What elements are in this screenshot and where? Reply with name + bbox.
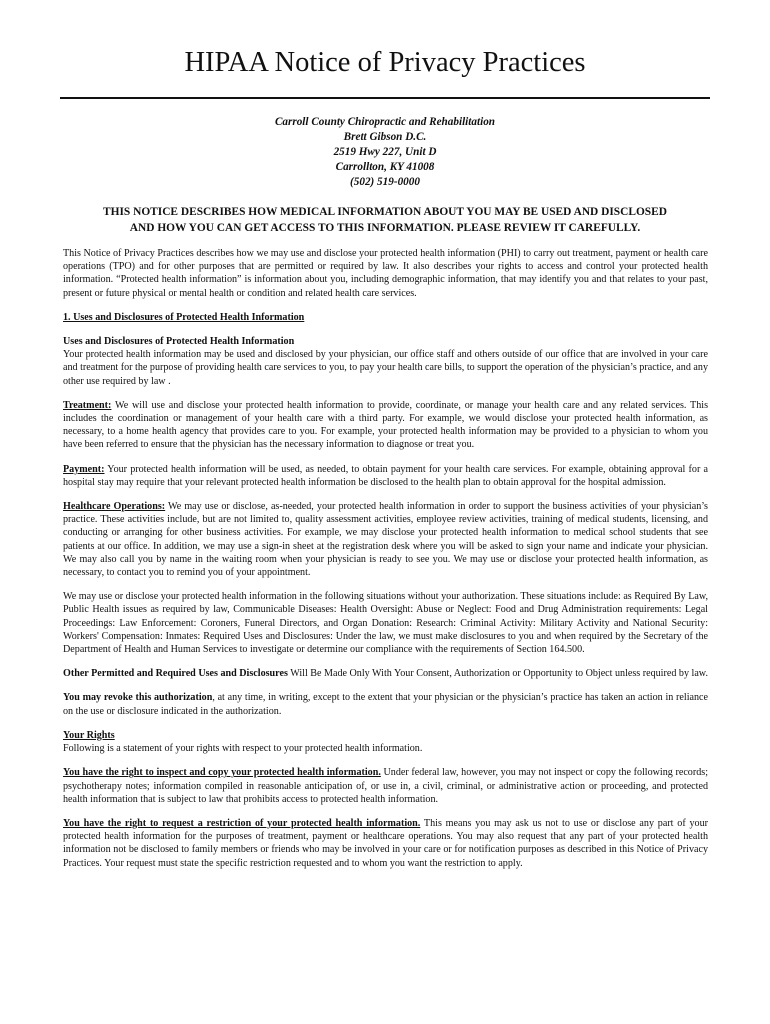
payment-label: Payment: bbox=[63, 463, 105, 475]
title-rule bbox=[60, 97, 710, 99]
rights-text: Following is a statement of your rights with respect to your protected health information. bbox=[63, 743, 423, 755]
operations-text: We may use or disclose, as-needed, your protected health information in order to support the business activities of your physician’s practice. These activities include, but are not limited to, quality assessment activities, employee review activities, training of medical students, licensing, and conducting or arranging for other business activities. For example, we may disclose your protected health information to medical school students that see patients at our office. In addition, we may use a sign-in sheet at the registration desk where you will be asked to sign your name and indicate your physician. We may also call you by name in the waiting room when your physician is ready to see you. We may use or disclose your protected health information, as necessary, to contact you to remind you of your appointment. bbox=[63, 501, 708, 579]
revoke-text: , at any time, in writing, except to the extent that your physician or the physician’s practice has taken an action in reliance on the use or disclosure indicated in the authorization. bbox=[63, 692, 708, 717]
uses-text: Your protected health information may be used and disclosed by your physician, our office staff and others outside of our office that are involved in your care and treatment for the purpose of providing health care services to you, to pay your health care bills, to support the operation of the physician’s practice, and any other use required by law . bbox=[63, 349, 708, 387]
city-state-zip: Carrollton, KY 41008 bbox=[335, 161, 435, 173]
other-uses-paragraph bbox=[63, 667, 708, 680]
document-body bbox=[63, 247, 708, 881]
practice-info bbox=[60, 115, 710, 190]
rights-paragraph bbox=[63, 729, 708, 755]
phone-number: (502) 519-0000 bbox=[350, 176, 420, 188]
doctor-name: Brett Gibson D.C. bbox=[343, 131, 427, 143]
restrict-text: This means you may ask us not to use or disclose any part of your protected health information for the purposes of treatment, payment or healthcare operations. You may also request that any part of your protected health information not be disclosed to family members or friends who may be involved in your care or for notification purposes as described in this Notice of Privacy Practices. Your request must state the specific restriction requested and to whom you want the restriction to apply. bbox=[63, 817, 708, 869]
without-authorization-paragraph: We may use or disclose your protected health information in the following situations without your authorization. These situations include: as Required By Law, Public Health issues as required by law, Communicable Diseases: Health Oversight: Abuse or Neglect: Food and Drug Administration requirements: Legal Proceedings: Law Enforcement: Coroners, Funeral Directors, and Organ Donation: Research: Criminal Activity: Military Activity and National Security: Workers' Compensation: Inmates: Required Uses and Disclosures: Under the law, we must make disclosures to you and when required by the Secretary of the Department of Health and Human Services to investigate or determine our compliance with the requirements of Section 164.500. bbox=[63, 591, 708, 656]
restrict-paragraph bbox=[63, 817, 708, 870]
other-uses-label: Other Permitted and Required Uses and Disclosures bbox=[63, 668, 288, 680]
payment-text: Your protected health information will be used, as needed, to obtain payment for your health care services. For example, obtaining approval for a hospital stay may require that your relevant protected health information be disclosed to the health plan to obtain approval for the hospital admission. bbox=[63, 463, 708, 488]
revoke-paragraph bbox=[63, 691, 708, 717]
inspect-text: Under federal law, however, you may not inspect or copy the following records; psychotherapy notes; information compiled in reasonable anticipation of, or use in, a civil, criminal, or administrative action or proceeding, and protected health information that is subject to law that prohibits access to protected health information. bbox=[63, 767, 708, 805]
treatment-paragraph bbox=[63, 399, 708, 452]
street-address: 2519 Hwy 227, Unit D bbox=[333, 146, 437, 158]
inspect-label: You have the right to inspect and copy your protected health information. bbox=[63, 767, 381, 779]
notice-banner bbox=[60, 205, 710, 236]
treatment-label: Treatment: bbox=[63, 399, 112, 411]
notice-line-1: THIS NOTICE DESCRIBES HOW MEDICAL INFORMATION ABOUT YOU MAY BE USED AND DISCLOSED bbox=[103, 206, 667, 218]
inspect-paragraph bbox=[63, 766, 708, 806]
rights-heading: Your Rights bbox=[63, 729, 115, 741]
practice-name: Carroll County Chiropractic and Rehabilitation bbox=[274, 116, 496, 128]
operations-label: Healthcare Operations: bbox=[63, 501, 166, 513]
document-title: HIPAA Notice of Privacy Practices bbox=[184, 47, 586, 78]
payment-paragraph bbox=[63, 463, 708, 489]
revoke-label: You may revoke this authorization bbox=[63, 692, 213, 704]
uses-paragraph bbox=[63, 335, 708, 388]
uses-heading: Uses and Disclosures of Protected Health Information bbox=[63, 336, 295, 348]
operations-paragraph bbox=[63, 500, 708, 579]
intro-paragraph: This Notice of Privacy Practices describes how we may use and disclose your protected health information (PHI) to carry out treatment, payment or health care operations (TPO) and for other purposes that are permitted or required by law. It also describes your rights to access and control your protected health information. “Protected health information” is information about you, including demographic information, that may identify you and that relates to your past, present or future physical or mental health or condition and related health care services. bbox=[63, 248, 708, 299]
restrict-label: You have the right to request a restriction of your protected health information. bbox=[63, 817, 421, 829]
section-1-heading: 1. Uses and Disclosures of Protected Health Information bbox=[63, 311, 305, 323]
other-uses-text: Will Be Made Only With Your Consent, Authorization or Opportunity to Object unless required by law. bbox=[287, 668, 708, 680]
notice-line-2: AND HOW YOU CAN GET ACCESS TO THIS INFORMATION. PLEASE REVIEW IT CAREFULLY. bbox=[129, 221, 641, 234]
treatment-text: We will use and disclose your protected health information to provide, coordinate, or manage your health care and any related services. This includes the coordination or management of your health care with a third party. For example, we would disclose your protected health information, as necessary, to a home health agency that provides care to you. For example, your protected health information may be provided to a physician to whom you have been referred to ensure that the physician has the necessary information to diagnose or treat you. bbox=[63, 399, 708, 451]
